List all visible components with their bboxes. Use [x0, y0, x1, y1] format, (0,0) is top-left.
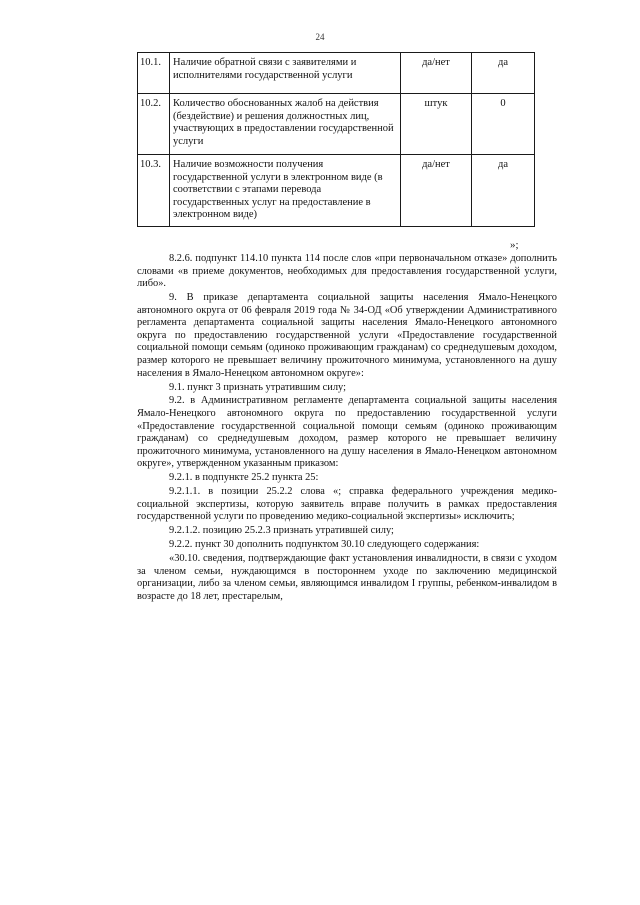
paragraph-9-2-1-1: 9.2.1.1. в позиции 25.2.2 слова «; справка федерального учреждения медико-социальной экспертизы, которую заявитель вправе получить в рамках предоставления государственной услуги по проведению медико-социальной экспертизы» исключить;: [137, 486, 557, 523]
row-number: 10.2.: [138, 94, 170, 155]
table-row: [138, 155, 535, 227]
page-number: 24: [315, 32, 325, 42]
indicators-table: [137, 52, 535, 227]
paragraph-9-2-1-2: 9.2.1.2. позицию 25.2.3 признать утратившей силу;: [169, 525, 394, 537]
indicator-name: Количество обоснованных жалоб на действия (бездействие) и решения должностных лиц, участвующих в предоставлении государственной услуги: [170, 94, 401, 155]
indicator-value: да: [472, 53, 535, 94]
table-row: [138, 94, 535, 155]
unit-of-measure: да/нет: [401, 53, 472, 94]
paragraph-9-2: 9.2. в Административном регламенте департамента социальной защиты населения Ямало-Ненецкого автономного округа по предоставлению государственной услуги «Предоставление государственной социальной помощи семьям (одиноко проживающим гражданам) со среднедушевым доходом, размер которого не превышает величину прожиточного минимума, установленного на душу населения в Ямало-Ненецком автономном округе», утвержденном указанным приказом:: [137, 395, 557, 470]
paragraph-8-2-6: 8.2.6. подпункт 114.10 пункта 114 после слов «при первоначальном отказе» дополнить словами «в приеме документов, необходимых для предоставления государственной услуги, либо».: [137, 253, 557, 290]
indicator-value: да: [472, 155, 535, 227]
paragraph-9: 9. В приказе департамента социальной защиты населения Ямало-Ненецкого автономного округа от 06 февраля 2019 года № 34-ОД «Об утверждении Административного регламента департамента социальной защиты населения Ямало-Ненецкого автономного округа по предоставлению государственной услуги «Предоставление государственной социальной помощи семьям (одиноко проживающим гражданам) со среднедушевым доходом, размер которого не превышает величину прожиточного минимума, установленного на душу населения в Ямало-Ненецком автономном округе»:: [137, 292, 557, 379]
row-number: 10.3.: [138, 155, 170, 227]
indicator-name: Наличие обратной связи с заявителями и исполнителями государственной услуги: [170, 53, 401, 94]
document-body: [137, 253, 557, 605]
paragraph-9-2-1: 9.2.1. в подпункте 25.2 пункта 25:: [169, 472, 319, 484]
unit-of-measure: штук: [401, 94, 472, 155]
table-row: [138, 53, 535, 94]
row-number: 10.1.: [138, 53, 170, 94]
paragraph-9-2-2: 9.2.2. пункт 30 дополнить подпунктом 30.10 следующего содержания:: [169, 539, 480, 551]
paragraph-30-10: «30.10. сведения, подтверждающие факт установления инвалидности, в связи с уходом за членом семьи, нуждающимся в постороннем уходе по заключению медицинской организации, либо за членом семьи, являющимся инвалидом I группы, ребенком-инвалидом в возрасте до 18 лет, престарелым,: [137, 553, 557, 602]
paragraph-9-1: 9.1. пункт 3 признать утратившим силу;: [169, 381, 346, 393]
indicator-value: 0: [472, 94, 535, 155]
table-closing-quote: »;: [510, 239, 519, 251]
indicator-name: Наличие возможности получения государственной услуги в электронном виде (в соответствии с этапами перевода государственных услуг на предоставление в электронном виде): [170, 155, 401, 227]
unit-of-measure: да/нет: [401, 155, 472, 227]
